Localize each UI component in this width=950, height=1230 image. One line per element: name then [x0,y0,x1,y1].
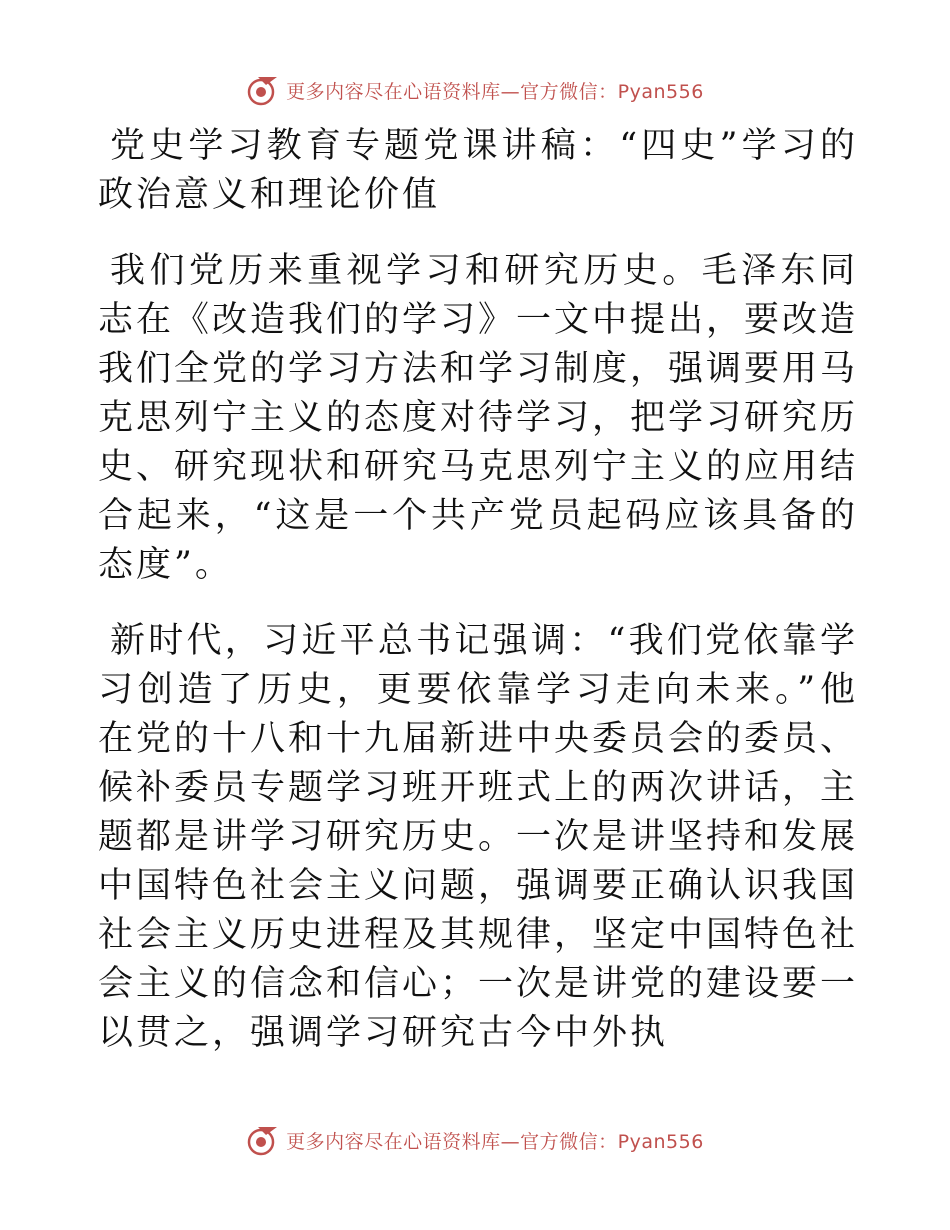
document-title: 党史学习教育专题党课讲稿：“四史”学习的政治意义和理论价值 [98,126,858,215]
header-banner-text: 更多内容尽在心语资料库—官方微信：Pyan556 [286,80,704,103]
paragraph-1: 我们党历来重视学习和研究历史。毛泽东同志在《改造我们的学习》一文中提出，要改造我们全党的学习方法和学习制度，强调要用马克思列宁主义的态度对待学习，把学习研究历史、研究现状和研究马克思列宁主义的应用结合起来，“这是一个共产党员起码应该具备的态度”。 [98,251,859,585]
document-body [98,122,858,1085]
footer-banner [0,1123,950,1157]
pen-circle-icon [246,73,280,107]
paragraph-2: 新时代，习近平总书记强调：“我们党依靠学习创造了历史，更要依靠学习走向未来。”他在党的十八和十九届新进中央委员会的委员、候补委员专题学习班开班式上的两次讲话，主题都是讲学习研究历史。一次是讲坚持和发展中国特色社会主义问题，强调要正确认识我国社会主义历史进程及其规律，坚定中国特色社会主义的信念和信心；一次是讲党的建设要一以贯之，强调学习研究古今中外执 [98,621,859,1053]
header-banner [0,73,950,107]
footer-banner-text: 更多内容尽在心语资料库—官方微信：Pyan556 [286,1130,704,1153]
pen-circle-icon [246,1123,280,1157]
